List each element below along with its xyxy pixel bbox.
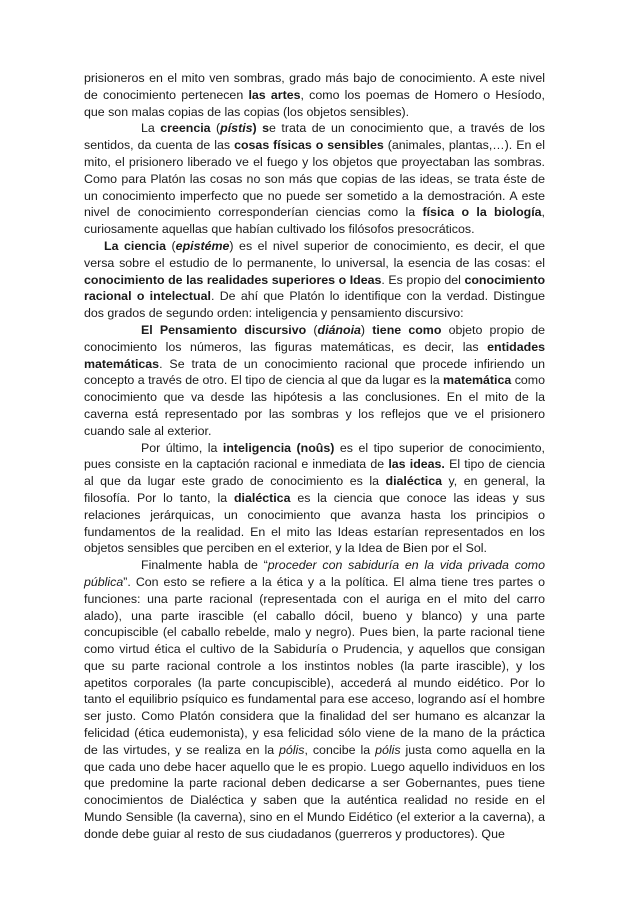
paragraph bbox=[84, 322, 545, 440]
text-run: (animales, plantas,…). En el mito, el prisionero liberado ve el fuego y los objetos que proyectaban las sombras. Como para Platón las cosas no son más que copias de las ideas, se trata éste de un conocimiento imperfecto que no puede ser sometido a la demostración. A este nivel de conocimiento corresponderían ciencias como la bbox=[84, 138, 545, 220]
bold-text: matemática bbox=[443, 373, 512, 388]
bold-text: física o la biología bbox=[422, 205, 542, 220]
bold-text: cosas físicas o sensibles bbox=[234, 138, 384, 153]
bold-text: dialéctica bbox=[233, 490, 291, 505]
bold-text: tiene como bbox=[372, 322, 442, 337]
text-run: y, en general, la filosofía. Por lo tanto, la bbox=[84, 474, 545, 505]
bold-text: entidades matemáticas bbox=[84, 339, 545, 371]
text-run: ( bbox=[210, 121, 221, 136]
text-run: justa como aquella en la que cada uno debe hacer aquello que le es propio. Luego aquello individuos en los que predomine la parte racional deben dedicarse a ser Gobernantes, pues tiene conocimientos de Dialéctica y saben que la auténtica realidad no reside en el Mundo Sensible (la caverna), sino en el Mundo Eidético (el exterior a la caverna), a donde debe guiar al resto de sus ciudadanos (guerreros y productores). Que bbox=[84, 742, 546, 841]
italic-text: pólis bbox=[279, 742, 305, 757]
italic-text: proceder con sabiduría en la vida privada como pública bbox=[84, 558, 545, 589]
paragraph bbox=[84, 440, 545, 558]
text-run: ) es el nivel superior de conocimiento, es decir, el que versa sobre el estudio de lo permanente, lo universal, la esencia de las cosas: el bbox=[84, 238, 546, 270]
bold-text: dialéctica bbox=[385, 474, 442, 489]
text-run: e trata de un conocimiento que, a través de los sentidos, da cuenta de las bbox=[84, 121, 545, 153]
text-run: Por último, la bbox=[141, 440, 223, 455]
text-run: , como los poemas de Homero o Hesíodo, que son malas copias de las copias (los objetos sensibles). bbox=[84, 87, 545, 119]
text-run: , curiosamente aquellas que habían cultivado los filósofos presocráticos. bbox=[84, 205, 545, 237]
text-run: prisioneros en el mito ven sombras, grado más bajo de conocimiento. A este nivel de conocimiento pertenecen bbox=[84, 71, 545, 102]
bold-text: creencia bbox=[160, 121, 211, 136]
text-run: El tipo de ciencia al que da lugar este grado de conocimiento es la bbox=[84, 457, 545, 489]
text-run: ( bbox=[166, 238, 176, 253]
text-run: es el tipo superior de conocimiento, pues consiste en la captación racional e inmediata de bbox=[84, 440, 546, 472]
italic-text: pólis bbox=[375, 742, 401, 757]
text-run: La bbox=[141, 121, 161, 136]
text-run: objeto propio de conocimiento los números, las figuras matemáticas, es decir, las bbox=[84, 322, 545, 354]
bold-text: pístis bbox=[220, 121, 253, 136]
text-run: Finalmente habla de “ bbox=[141, 558, 268, 573]
text-run: . Se trata de un conocimiento racional que procede infiriendo un concepto a través de otro. El tipo de ciencia al que da lugar es la bbox=[84, 356, 545, 388]
bold-text: El Pensamiento discursivo bbox=[141, 322, 307, 337]
bold-text: diánoia bbox=[317, 322, 361, 337]
document-page bbox=[84, 70, 545, 843]
bold-text: epistéme bbox=[175, 238, 230, 253]
paragraph bbox=[84, 70, 545, 120]
bold-text: conocimiento de las realidades superiores o Ideas bbox=[84, 272, 382, 287]
bold-text: inteligencia (noûs) bbox=[222, 440, 335, 455]
bold-text: las ideas. bbox=[388, 457, 445, 472]
text-run: . De ahí que Platón lo identifique con la verdad. Distingue dos grados de segundo orden: inteligencia y pensamiento discursivo: bbox=[84, 289, 545, 321]
paragraph bbox=[84, 238, 545, 322]
text-run: ( bbox=[306, 322, 318, 337]
text-run: como conocimiento que va desde las hipótesis a las conclusiones. En el mito de la caverna está representado por las sombras y los reflejos que ve el prisionero cuando sale al exterior. bbox=[84, 373, 545, 438]
paragraph bbox=[84, 557, 545, 843]
text-run: . Es propio del bbox=[381, 272, 465, 287]
text-run: ”. Con esto se refiere a la ética y a la política. El alma tiene tres partes o funciones: una parte racional (representada con el auriga en el mito del carro alado), una parte irascible (el caballo dócil, bueno y blanco) y una parte concupiscible (el caballo rebelde, malo y negro). Pues bien, la parte racional tiene como virtud ética el cultivo de la Sabiduría o Prudencia, y aquellos que consigan que su parte racional controle a los instintos nobles (la parte irascible), y los apetitos corporales (la parte concupiscible), accederá al mundo eidético. Por lo tanto el equilibrio psíquico es fundamental para ese acceso, logrando así el hombre ser justo. Como Platón considera que la finalidad del ser humano es alcanzar la felicidad (ética eudemonista), y esa felicidad sólo viene de la mano de la práctica de las virtudes, y se realiza en la bbox=[84, 574, 545, 757]
bold-text: ) s bbox=[252, 121, 270, 136]
paragraph bbox=[84, 120, 545, 238]
text-run: es la ciencia que conoce las ideas y sus relaciones jerárquicas, un conocimiento que avanza hasta los principios o fundamentos de la realidad. En el mito las Ideas estarían representados en los objetos sensibles que perciben en el exterior, y la Idea de Bien por el Sol. bbox=[84, 490, 545, 556]
text-run: ) bbox=[360, 322, 373, 337]
text-run: , concibe la bbox=[304, 742, 376, 757]
bold-text: La ciencia bbox=[104, 238, 167, 253]
bold-text: conocimiento racional o intelectual bbox=[84, 272, 546, 304]
bold-text: las artes bbox=[248, 87, 301, 102]
